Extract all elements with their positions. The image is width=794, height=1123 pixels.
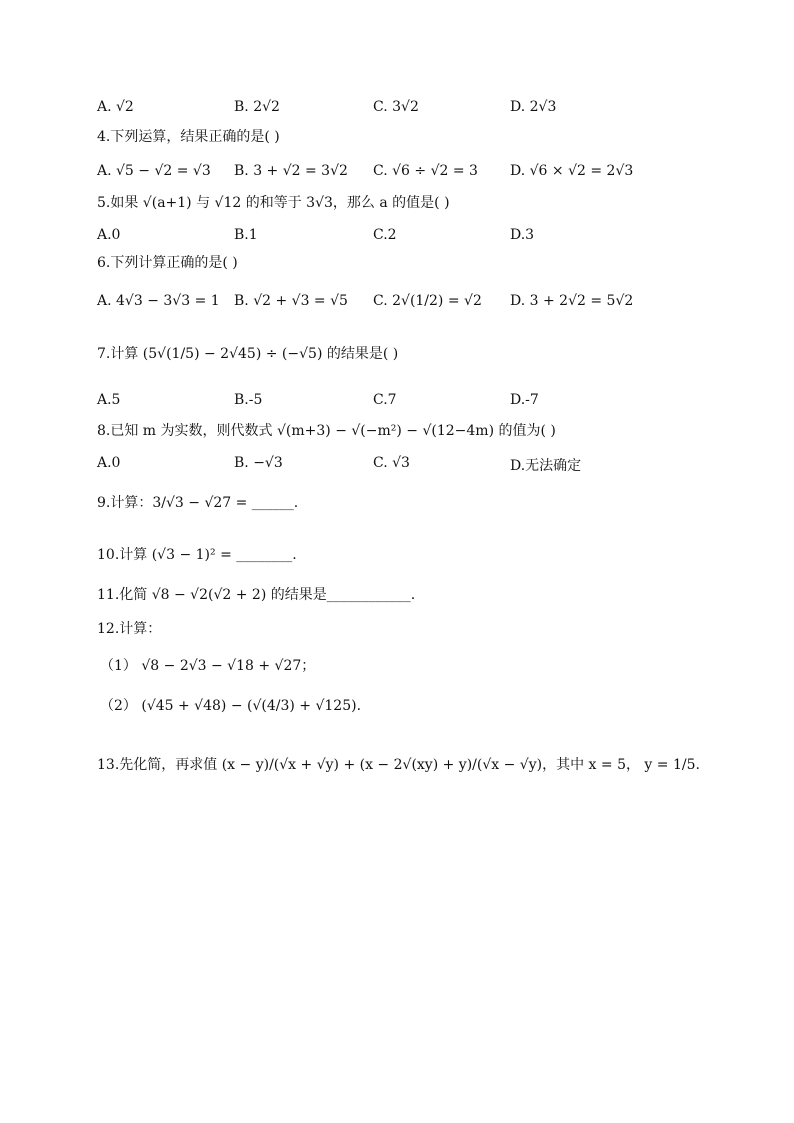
q13-question: 13.先化简，再求值 (x − y)/(√x + √y) + (x − 2√(xy) + y)/(√x − √y)，其中 x = 5， y = 1/5. xyxy=(97,757,700,773)
q4-option-a[interactable]: A. √5 − √2 = √3 xyxy=(97,163,211,179)
q3-option-b[interactable]: B. 2√2 xyxy=(234,99,280,115)
q3-option-d[interactable]: D. 2√3 xyxy=(510,99,557,115)
q5-stem: 5.如果 √(a+1) 与 √12 的和等于 3√3，那么 a 的值是( ) xyxy=(97,195,450,211)
q3-option-a[interactable]: A. √2 xyxy=(97,99,134,115)
q4-option-b[interactable]: B. 3 + √2 = 3√2 xyxy=(234,163,348,179)
q4-option-c[interactable]: C. √6 ÷ √2 = 3 xyxy=(373,163,478,179)
q12-part-2: （2） (√45 + √48) − (√(4/3) + √125). xyxy=(100,698,362,714)
q3-option-c[interactable]: C. 3√2 xyxy=(373,99,419,115)
q8-stem: 8.已知 m 为实数，则代数式 √(m+3) − √(−m²) − √(12−4m) 的值为( ) xyxy=(97,423,556,439)
q3-options xyxy=(97,99,717,123)
q12-stem: 12.计算： xyxy=(97,621,162,637)
q9-question: 9.计算：3/√3 − √27 = ______. xyxy=(97,495,299,511)
q7-options xyxy=(97,392,717,416)
q8-option-a[interactable]: A.0 xyxy=(97,455,121,471)
q6-stem: 6.下列计算正确的是( ) xyxy=(97,255,238,271)
q8-options xyxy=(97,455,717,479)
q8-option-d[interactable]: D.无法确定 xyxy=(510,458,582,474)
q6-options xyxy=(97,293,717,317)
q7-option-d[interactable]: D.-7 xyxy=(510,392,539,408)
q7-option-c[interactable]: C.7 xyxy=(373,392,397,408)
q5-option-c[interactable]: C.2 xyxy=(373,227,397,243)
q10-question: 10.计算 (√3 − 1)² = ________. xyxy=(97,547,297,563)
q8-option-c[interactable]: C. √3 xyxy=(373,455,410,471)
q5-option-d[interactable]: D.3 xyxy=(510,227,535,243)
q4-stem: 4.下列运算，结果正确的是( ) xyxy=(97,129,280,145)
q12-part-1: （1） √8 − 2√3 − √18 + √27； xyxy=(100,658,316,674)
q5-option-a[interactable]: A.0 xyxy=(97,227,121,243)
q7-option-b[interactable]: B.-5 xyxy=(234,392,263,408)
q8-option-b[interactable]: B. −√3 xyxy=(234,455,283,471)
q4-options xyxy=(97,163,717,187)
q6-option-a[interactable]: A. 4√3 − 3√3 = 1 xyxy=(97,293,220,309)
q11-question: 11.化简 √8 − √2(√2 + 2) 的结果是____________. xyxy=(97,587,416,603)
q4-option-d[interactable]: D. √6 × √2 = 2√3 xyxy=(510,163,634,179)
q5-options xyxy=(97,227,717,251)
q6-option-b[interactable]: B. √2 + √3 = √5 xyxy=(234,293,348,309)
q6-option-d[interactable]: D. 3 + 2√2 = 5√2 xyxy=(510,293,634,309)
q6-option-c[interactable]: C. 2√(1/2) = √2 xyxy=(373,293,482,309)
q7-stem: 7.计算 (5√(1/5) − 2√45) ÷ (−√5) 的结果是( ) xyxy=(97,346,399,362)
q5-option-b[interactable]: B.1 xyxy=(234,227,258,243)
q7-option-a[interactable]: A.5 xyxy=(97,392,121,408)
